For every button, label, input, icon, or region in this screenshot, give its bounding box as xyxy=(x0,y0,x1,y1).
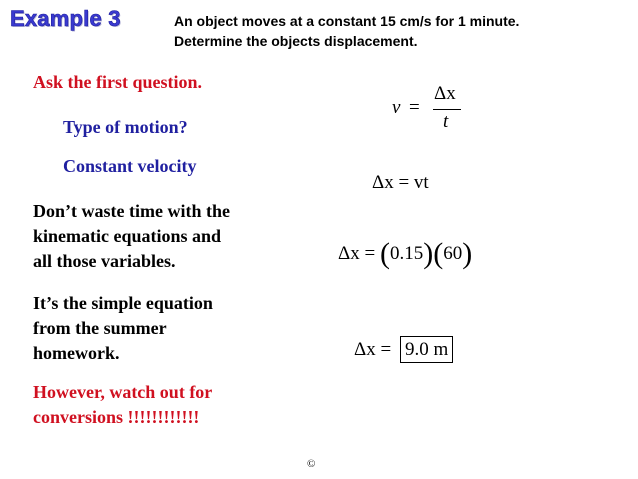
dont-waste-line-2: kinematic equations and xyxy=(33,226,222,246)
open-paren-2: ( xyxy=(433,237,444,270)
simple-eq-line-3: homework. xyxy=(33,343,120,363)
dont-waste-line-3: all those variables. xyxy=(33,251,176,271)
simple-eq-line-2: from the summer xyxy=(33,318,167,338)
displacement-numerator: Δx xyxy=(434,83,456,104)
simple-equation-note xyxy=(33,291,213,366)
substitution-lhs: Δx = xyxy=(338,243,380,264)
copyright-symbol: © xyxy=(307,458,316,470)
dont-waste-line-1: Don’t waste time with the xyxy=(33,201,230,221)
simple-eq-line-1: It’s the simple equation xyxy=(33,293,213,313)
slide-title: Example 3 xyxy=(10,6,121,31)
dont-waste-note xyxy=(33,199,230,274)
answer-lhs: Δx = xyxy=(354,339,396,360)
problem-line-1: An object moves at a constant 15 cm/s for 1 minute. xyxy=(174,13,520,29)
velocity-symbol: v xyxy=(392,97,401,118)
type-of-motion-question: Type of motion? xyxy=(63,117,188,137)
problem-line-2: Determine the objects displacement. xyxy=(174,33,418,49)
speed-value: 0.15 xyxy=(389,243,424,264)
problem-statement xyxy=(174,11,624,51)
open-paren-1: ( xyxy=(379,237,390,270)
ask-first-question: Ask the first question. xyxy=(33,72,203,92)
velocity-equation xyxy=(392,84,462,136)
close-paren-2: ) xyxy=(462,237,473,270)
close-paren-1: ) xyxy=(423,237,434,270)
conversion-warning xyxy=(33,380,212,430)
type-of-motion-answer: Constant velocity xyxy=(63,156,197,176)
equals-sign: = xyxy=(409,97,420,118)
time-denominator: t xyxy=(443,111,449,132)
time-value: 60 xyxy=(443,243,463,264)
displacement-formula: Δx = vt xyxy=(372,172,429,193)
substitution-equation xyxy=(338,237,473,270)
warning-line-2: conversions !!!!!!!!!!!! xyxy=(33,407,200,427)
answer-box: 9.0 m xyxy=(400,336,453,363)
warning-line-1: However, watch out for xyxy=(33,382,213,402)
answer-equation xyxy=(354,336,453,363)
fraction-bar xyxy=(433,109,461,110)
